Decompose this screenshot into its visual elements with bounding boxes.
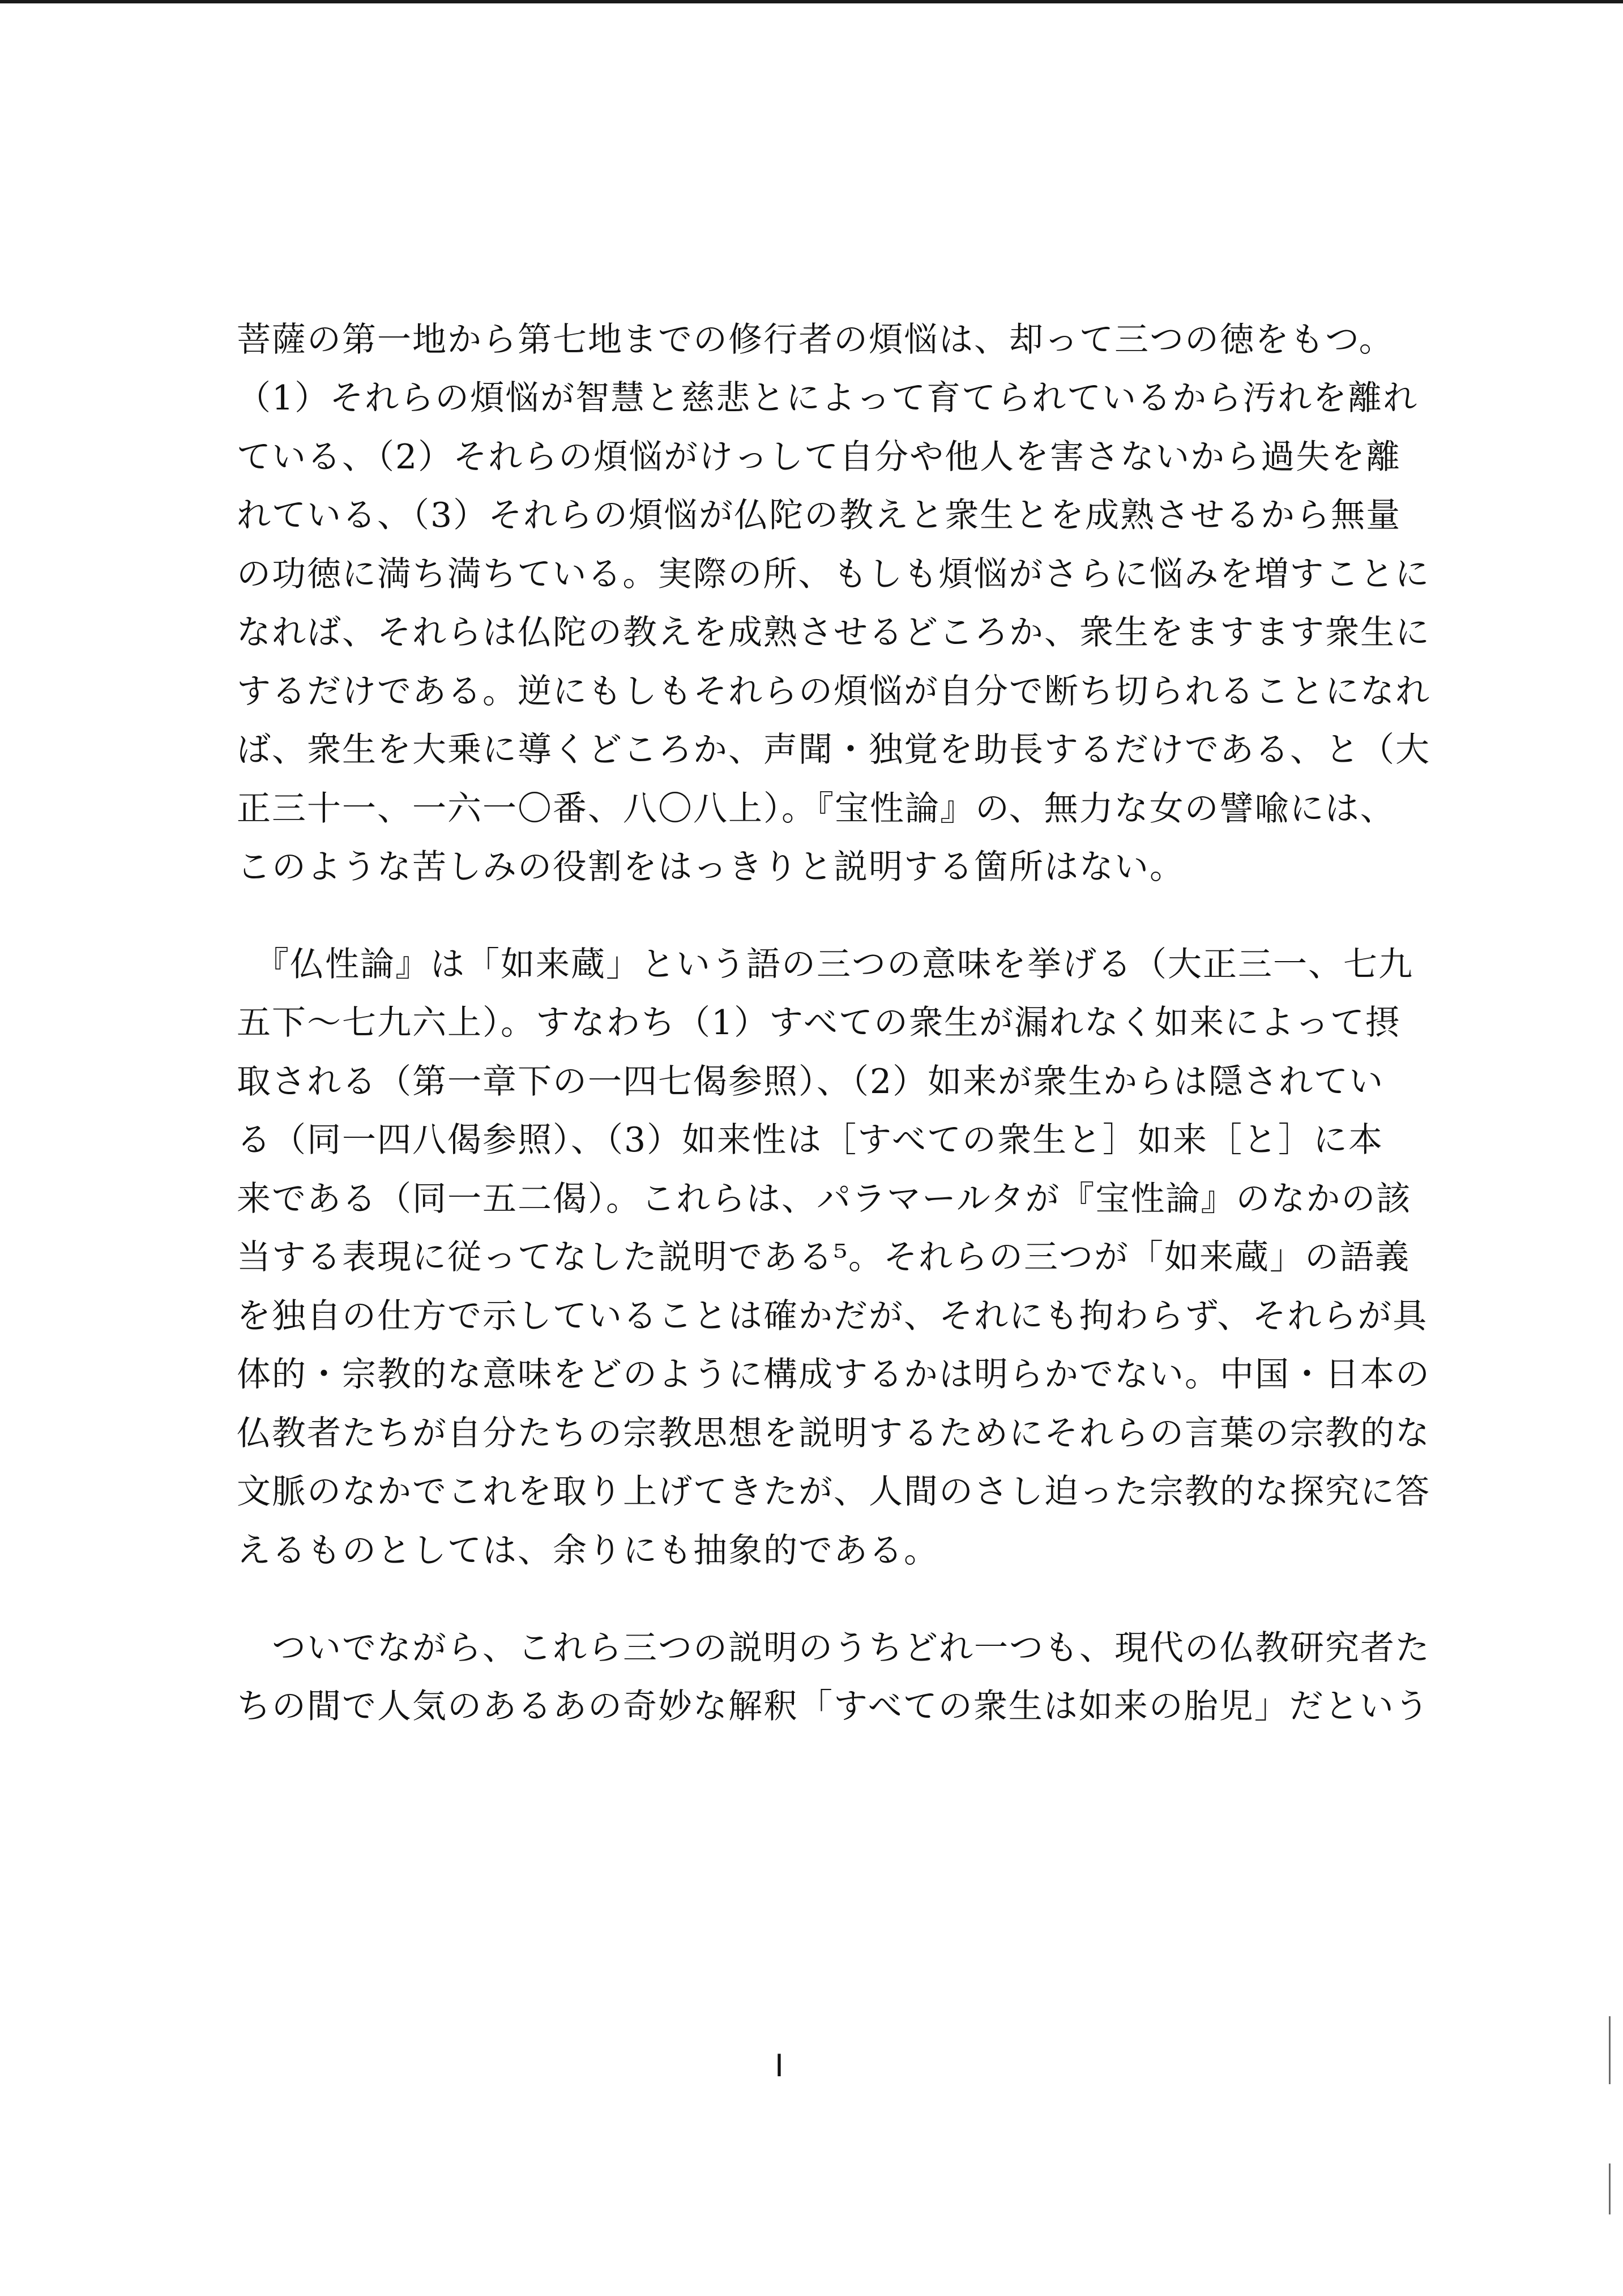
text-line: ば、衆生を大乗に導くどころか、声聞・独覚を助長するだけである、と（大 [237, 730, 1430, 770]
text-line: る（同一四八偈参照）、（3）如来性は［すべての衆生と］如来［と］に本 [237, 1120, 1383, 1160]
top-border-rule [0, 0, 1623, 3]
text-line: えるものとしては、余りにも抽象的である。 [237, 1531, 939, 1571]
scan-margin-mark [1609, 2163, 1611, 2214]
text-line: の功徳に満ち満ちている。実際の所、もしも煩悩がさらに悩みを増すことに [237, 554, 1430, 594]
text-line: 文脈のなかでこれを取り上げてきたが、人間のさし迫った宗教的な探究に答 [237, 1472, 1430, 1512]
scan-margin-mark [1609, 2016, 1611, 2084]
text-line: するだけである。逆にもしもそれらの煩悩が自分で断ち切られることになれ [237, 672, 1430, 711]
text-line: 五下～七九六上）。すなわち（1）すべての衆生が漏れなく如来によって摂 [237, 1003, 1400, 1043]
text-line: 『仏性論』は「如来蔵」という語の三つの意味を挙げる（大正三一、七九 [237, 945, 1413, 984]
text-line: 正三十一、一六一〇番、八〇八上）。『宝性論』の、無力な女の譬喩には、 [237, 789, 1395, 829]
text-line: 仏教者たちが自分たちの宗教思想を説明するためにそれらの言葉の宗教的な [237, 1414, 1430, 1453]
text-line: このような苦しみの役割をはっきりと説明する箇所はない。 [237, 847, 1185, 887]
text-line: 取される（第一章下の一四七偈参照）、（2）如来が衆生からは隠されてい [237, 1062, 1385, 1102]
text-line: ちの間で人気のあるあの奇妙な解釈「すべての衆生は如来の胎児」だという [237, 1687, 1430, 1726]
text-line: ている、（2）それらの煩悩がけっして自分や他人を害さないから過失を離 [237, 437, 1402, 477]
text-line: 体的・宗教的な意味をどのように構成するかは明らかでない。中国・日本の [237, 1355, 1430, 1394]
text-line: を独自の仕方で示していることは確かだが、それにも拘わらず、それらが具 [237, 1296, 1428, 1336]
text-line: ついでながら、これら三つの説明のうちどれ一つも、現代の仏教研究者た [237, 1628, 1430, 1668]
text-line: なれば、それらは仏陀の教えを成熟させるどころか、衆生をますます衆生に [237, 613, 1430, 652]
text-line: （1）それらの煩悩が智慧と慈悲とによって育てられているから汚れを離れ [237, 378, 1419, 418]
text-line: 当する表現に従ってなした説明である⁵。それらの三つが「如来蔵」の語義 [237, 1237, 1411, 1277]
text-line: れている、（3）それらの煩悩が仏陀の教えと衆生とを成熟させるから無量 [237, 496, 1402, 535]
page-number: I [775, 2048, 784, 2084]
text-line: 菩薩の第一地から第七地までの修行者の煩悩は、却って三つの徳をもつ。 [237, 320, 1394, 360]
text-line: 来である（同一五二偈）。これらは、パラマールタが『宝性論』のなかの該 [237, 1179, 1412, 1219]
